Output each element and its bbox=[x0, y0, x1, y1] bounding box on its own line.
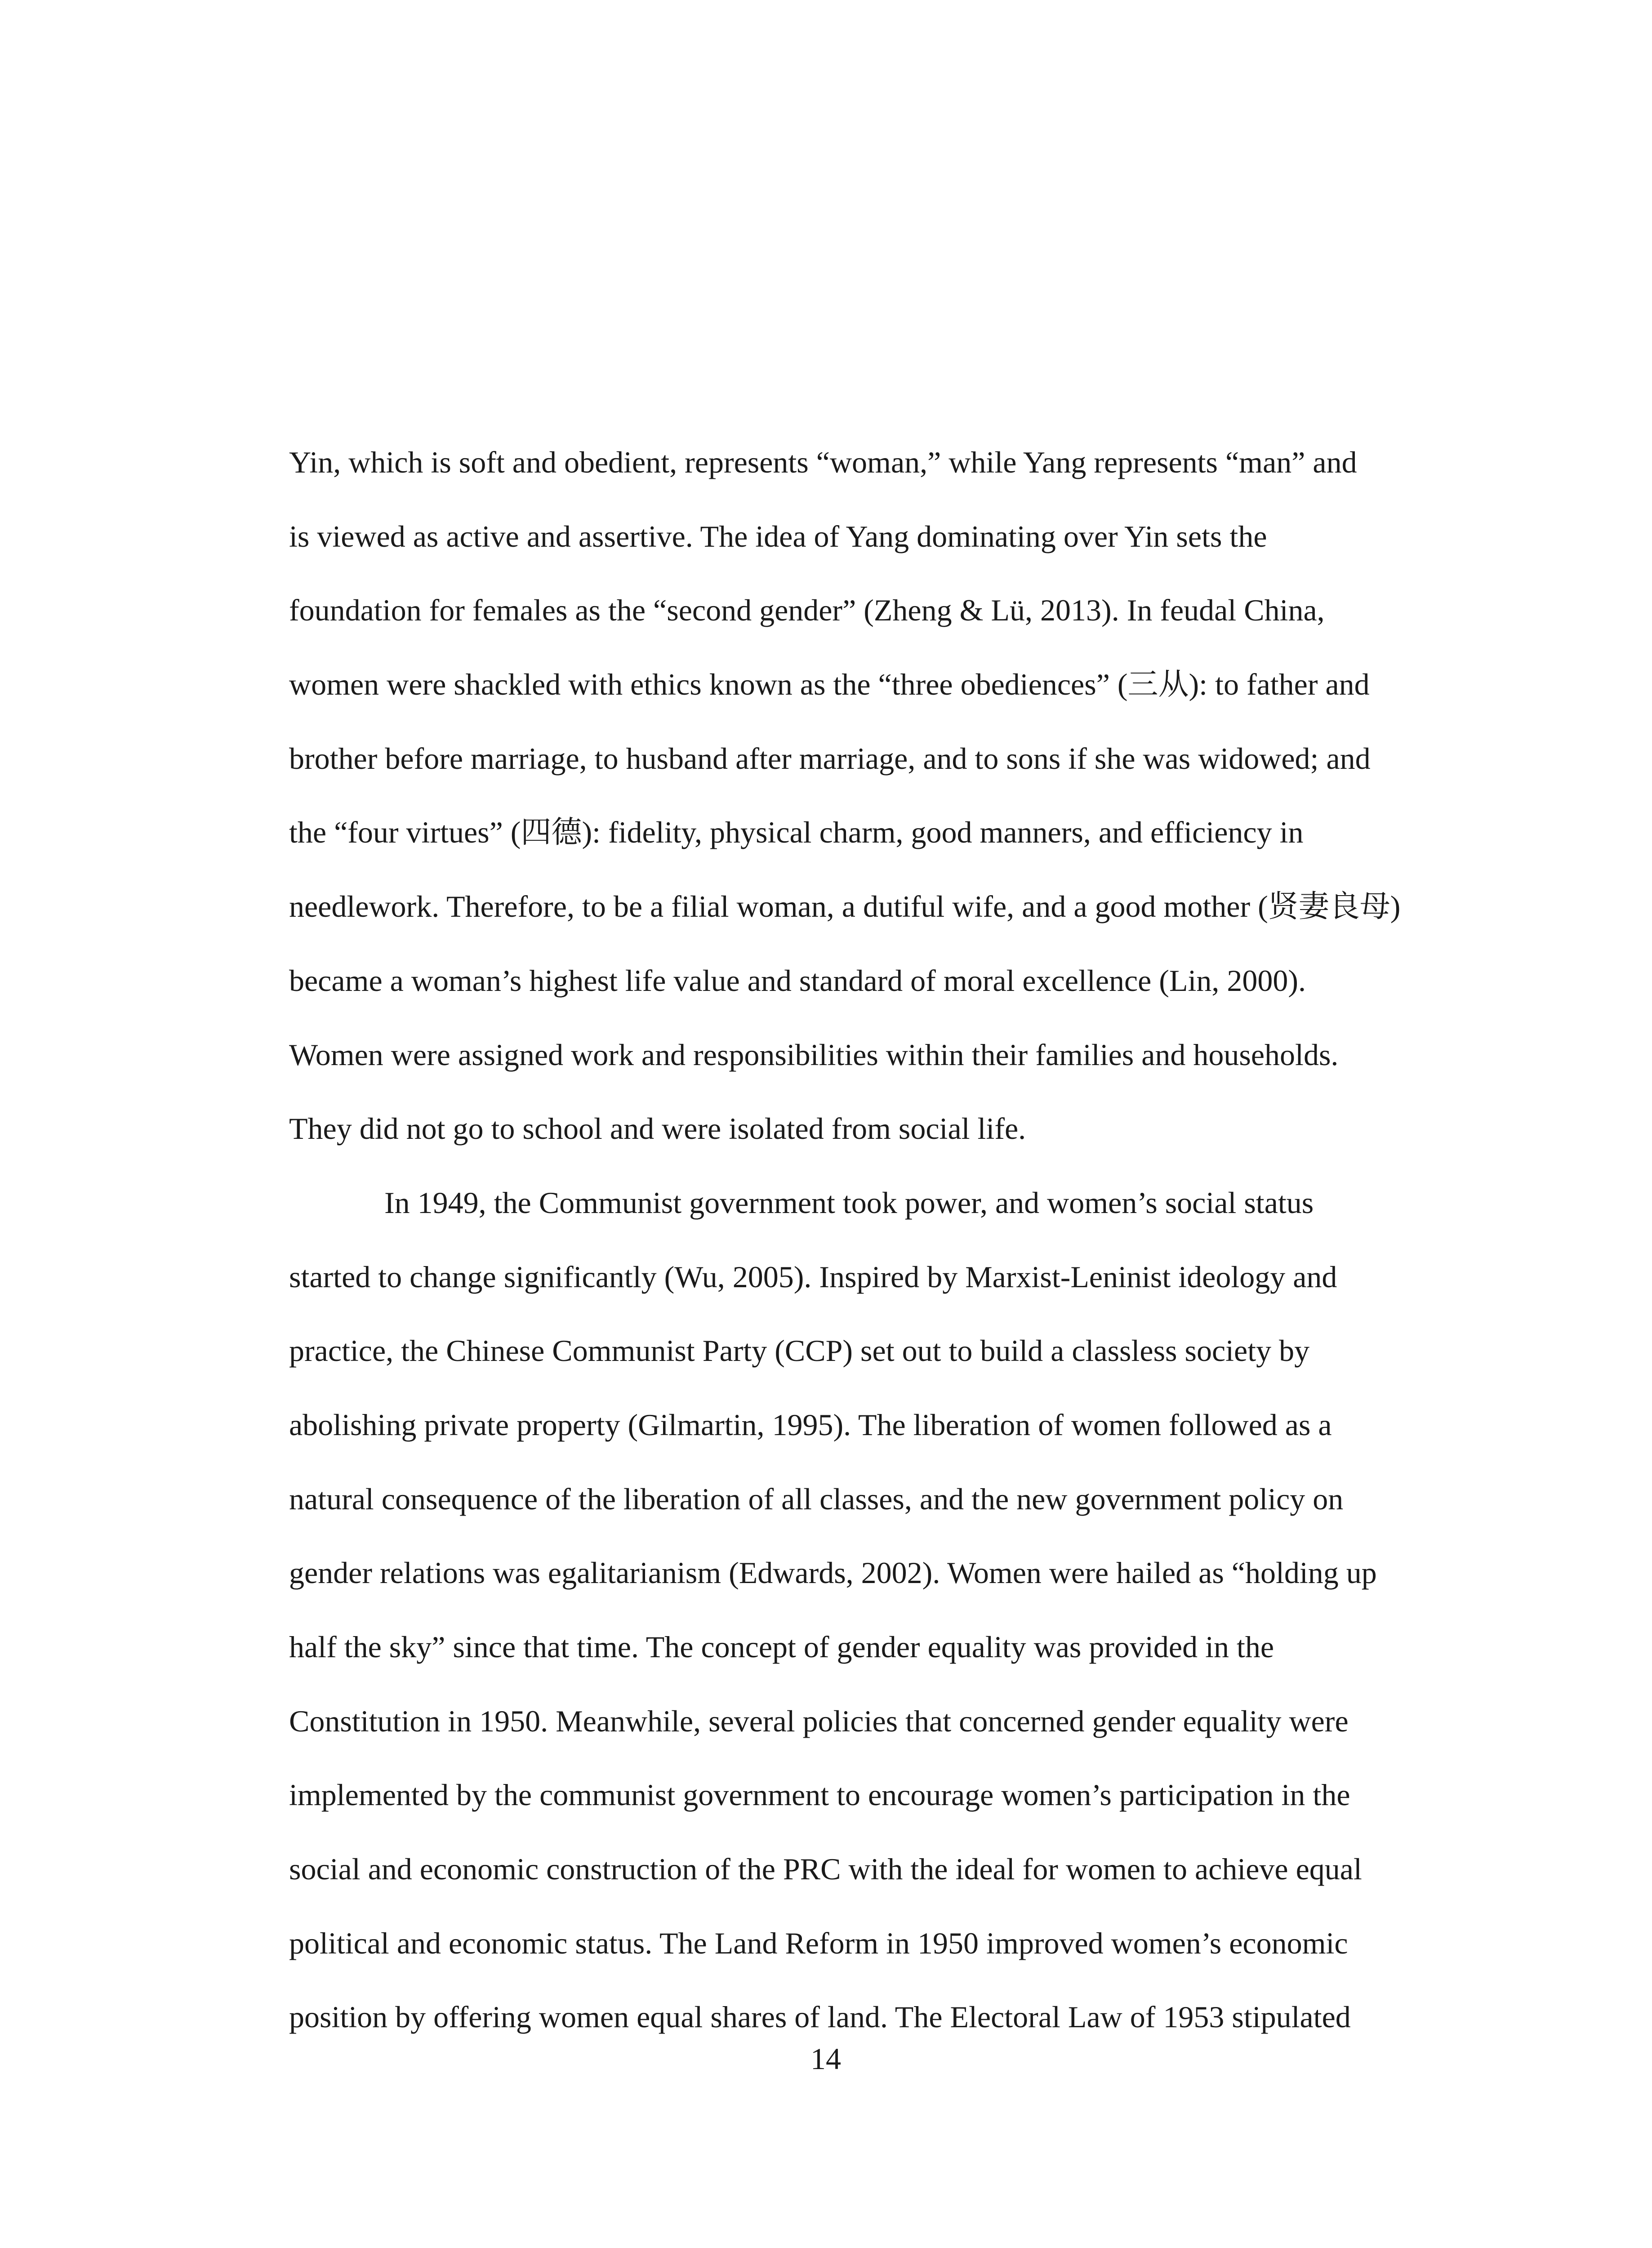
paragraph-1-line: Yin, which is soft and obedient, represents “woman,” while Yang represents “man” and bbox=[289, 445, 1357, 479]
paragraph-1-line: They did not go to school and were isolated from social life. bbox=[289, 1111, 1026, 1146]
paragraph-2-line: social and economic construction of the PRC with the ideal for women to achieve equal bbox=[289, 1852, 1362, 1887]
paragraph-2-line: practice, the Chinese Communist Party (CCP) set out to build a classless society by bbox=[289, 1334, 1310, 1368]
paragraph-2-first-line: In 1949, the Communist government took power, and women’s social status bbox=[384, 1185, 1314, 1220]
paragraph-2-line: half the sky” since that time. The concept of gender equality was provided in the bbox=[289, 1630, 1274, 1664]
paragraph-1-line: needlework. Therefore, to be a filial woman, a dutiful wife, and a good mother (贤妻良母) bbox=[289, 889, 1401, 924]
paragraph-2-line: implemented by the communist government to encourage women’s participation in the bbox=[289, 1778, 1350, 1812]
paragraph-1-line: the “four virtues” (四德): fidelity, physical charm, good manners, and efficiency in bbox=[289, 815, 1304, 850]
paragraph-2-line: gender relations was egalitarianism (Edwards, 2002). Women were hailed as “holding up bbox=[289, 1556, 1377, 1590]
paragraph-2-line: position by offering women equal shares of land. The Electoral Law of 1953 stipulated bbox=[289, 2000, 1351, 2034]
paragraph-1-line: women were shackled with ethics known as the “three obediences” (三从): to father and bbox=[289, 667, 1370, 702]
paragraph-2-line: started to change significantly (Wu, 2005). Inspired by Marxist-Leninist ideology and bbox=[289, 1259, 1337, 1294]
page-number: 14 bbox=[810, 2042, 841, 2076]
paragraph-1-line: is viewed as active and assertive. The idea of Yang dominating over Yin sets the bbox=[289, 519, 1267, 553]
paragraph-2-line: natural consequence of the liberation of all classes, and the new government policy on bbox=[289, 1481, 1344, 1516]
paragraph-1-line: Women were assigned work and responsibilities within their families and households. bbox=[289, 1037, 1339, 1072]
body-text bbox=[289, 435, 1440, 2064]
paragraph-1-line: became a woman’s highest life value and standard of moral excellence (Lin, 2000). bbox=[289, 963, 1306, 998]
paragraph-1-line: brother before marriage, to husband after marriage, and to sons if she was widowed; and bbox=[289, 741, 1371, 776]
paragraph-2-line: abolishing private property (Gilmartin, 1995). The liberation of women followed as a bbox=[289, 1407, 1332, 1442]
paragraph-1-line: foundation for females as the “second gender” (Zheng & Lü, 2013). In feudal China, bbox=[289, 593, 1325, 628]
paragraph-2-line: Constitution in 1950. Meanwhile, several policies that concerned gender equality were bbox=[289, 1704, 1349, 1738]
paragraph-2-line: political and economic status. The Land Reform in 1950 improved women’s economic bbox=[289, 1926, 1348, 1960]
